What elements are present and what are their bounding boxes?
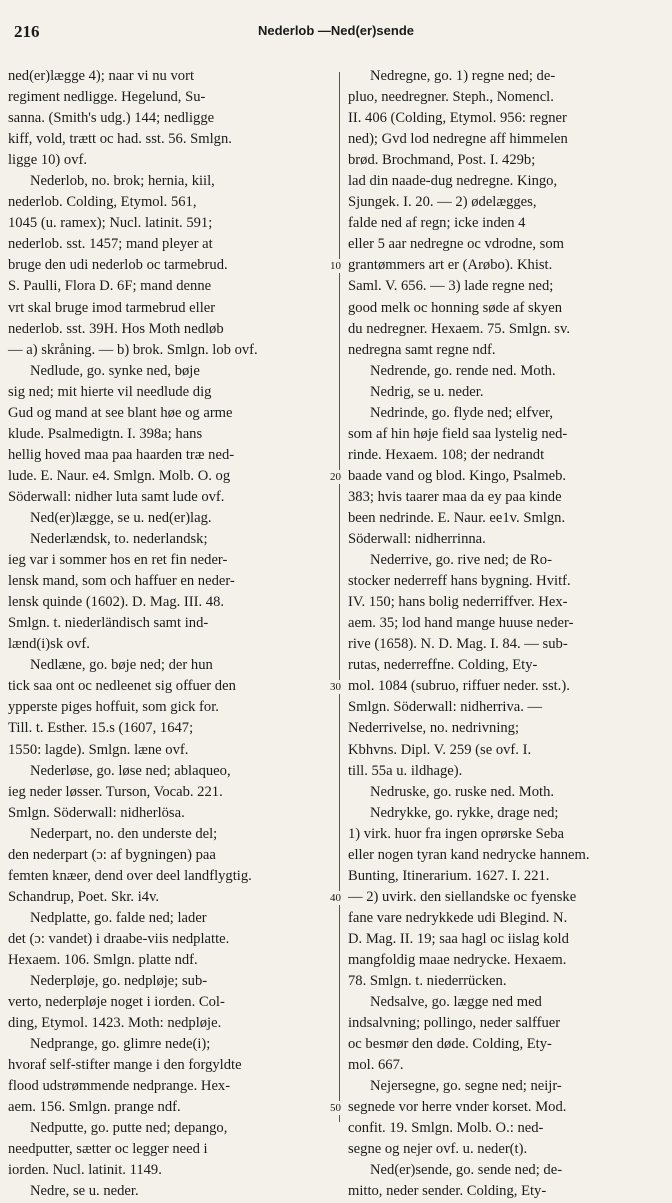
text-line: klude. Psalmedigtn. I. 398a; hans (8, 425, 203, 442)
text-line: been nedrinde. E. Naur. ee1v. Smlgn. (348, 509, 566, 526)
text-line: fane vare nedrykkede udi Blegind. N. (348, 909, 568, 926)
text-line: S. Paulli, Flora D. 6F; mand denne (8, 278, 212, 295)
text-line: Gud og mand at see blant høe og arme (8, 404, 233, 421)
text-line: ned(er)lægge 4); naar vi nu vort (8, 68, 195, 84)
text-line: hellig hoved maa paa haarden træ ned- (8, 446, 235, 463)
text-line: ned); Gvd lod nedregne aff himmelen (348, 131, 568, 148)
text-line: Nederrive, go. rive ned; de Ro- (370, 552, 552, 569)
text-line: Hexaem. 106. Smlgn. platte ndf. (8, 951, 198, 968)
text-line: oc besmør den døde. Colding, Ety- (348, 1036, 552, 1053)
text-line: 1) virk. huor fra ingen oprørske Seba (348, 825, 565, 842)
text-line: Nederlændsk, to. nederlandsk; (30, 531, 208, 548)
text-line: femten knæer, dend over deel landflygtig. (8, 867, 252, 884)
text-line: Saml. V. 656. — 3) lade regne ned; (348, 278, 554, 295)
text-line: nederlob. Colding, Etymol. 561, (8, 194, 197, 211)
text-line: den nederpart (ɔ: af bygningen) paa (8, 846, 216, 863)
line-number: 40 (330, 891, 341, 904)
page-number: 216 (14, 22, 40, 41)
text-line: lad din naade-dug nedregne. Kingo, (348, 173, 558, 190)
text-line: lensk mand, som och haffuer en neder- (8, 573, 235, 590)
text-line: rinde. Hexaem. 108; der nedrandt (348, 446, 545, 463)
text-line: regiment nedligge. Hegelund, Su- (8, 89, 206, 106)
text-line: 78. Smlgn. t. niederrücken. (348, 973, 507, 990)
text-line: Nejersegne, go. segne ned; neijr- (370, 1078, 562, 1095)
text-line: lænd(i)sk ovf. (8, 636, 90, 653)
text-line: rive (1658). N. D. Mag. I. 84. — sub- (348, 636, 568, 653)
text-line: eller 5 aar nedregne oc vdrodne, som (348, 236, 564, 253)
text-line: pluo, needregner. Steph., Nomencl. (348, 89, 554, 106)
text-line: Nedrig, se u. neder. (370, 383, 484, 400)
text-line: stocker nederreff hans bygning. Hvitf. (348, 573, 571, 590)
text-line: Bunting, Itinerarium. 1627. I. 221. (348, 867, 550, 884)
text-line: vrt skal bruge imod tarmebrud eller (8, 299, 216, 316)
text-line: falde ned af regn; icke inden 4 (348, 215, 526, 232)
text-line: Schandrup, Poet. Skr. i4v. (8, 888, 160, 905)
text-line: Smlgn. Söderwall: nidherriva. — (348, 699, 543, 716)
text-line: Nederløse, go. løse ned; ablaqueo, (30, 762, 231, 779)
text-line: segnede vor herre vnder korset. Mod. (348, 1099, 567, 1116)
text-line: — 2) uvirk. den siellandske oc fyenske (348, 888, 577, 905)
text-line: som af hin høje field saa lystelig ned- (348, 425, 568, 442)
page-header (14, 22, 658, 44)
text-line: tick saa ont oc nedleenet sig offuer den (8, 678, 236, 695)
text-line: sanna. (Smith's udg.) 144; nedligge (8, 110, 215, 127)
text-line: D. Mag. II. 19; saa hagl oc iislag kold (348, 930, 569, 947)
text-line: ypperste piges hoffuit, som gick for. (8, 699, 219, 716)
text-line: eller nogen tyran kand nedrycke hannem. (348, 846, 590, 863)
text-line: II. 406 (Colding, Etymol. 956: regner (348, 110, 567, 127)
text-line: iorden. Nucl. latinit. 1149. (8, 1162, 162, 1179)
text-line: nedregna samt regne ndf. (348, 341, 496, 358)
text-line: 383; hvis taarer maa da ey paa kinde (348, 488, 562, 505)
text-line: ieg var i sommer hos en ret fin neder- (8, 552, 228, 569)
text-line: lude. E. Naur. e4. Smlgn. Molb. O. og (8, 467, 231, 484)
text-line: indsalvning; pollingo, neder salffuer (348, 1015, 561, 1032)
running-head: Nederlob —Ned(er)sende (257, 23, 415, 38)
text-line: verto, nederpløje noget i iorden. Col- (8, 994, 225, 1011)
text-line: Smlgn. t. niederländisch samt ind- (8, 615, 209, 632)
text-line: sig ned; mit hierte vil needlude dig (8, 383, 212, 400)
text-line: Nedlæne, go. bøje ned; der hun (30, 657, 213, 674)
text-line: lensk quinde (1602). D. Mag. III. 48. (8, 594, 225, 611)
text-line: IV. 150; hans bolig nederriffver. Hex- (348, 594, 568, 611)
text-line: mol. 1084 (subruo, riffuer neder. sst.). (348, 678, 570, 695)
text-line: Nedrinde, go. flyde ned; elfver, (370, 404, 553, 421)
text-line: brød. Brochmand, Post. I. 429b; (348, 152, 536, 169)
column-divider (339, 72, 340, 1122)
text-line: Nederpart, no. den underste del; (30, 825, 218, 842)
text-line: Smlgn. Söderwall: nidherlösa. (8, 804, 185, 821)
text-line: Nedregne, go. 1) regne ned; de- (370, 68, 556, 84)
text-line: flood udstrømmende nedprange. Hex- (8, 1078, 231, 1095)
text-line: Nedrende, go. rende ned. Moth. (370, 362, 556, 379)
text-line: Nedplatte, go. falde ned; lader (30, 909, 207, 926)
text-line: good melk oc honning søde af skyen (348, 299, 563, 316)
text-line: du nedregner. Hexaem. 75. Smlgn. sv. (348, 320, 570, 337)
text-line: Nederlob, no. brok; hernia, kiil, (30, 173, 215, 190)
text-line: nederlob. sst. 1457; mand pleyer at (8, 236, 213, 253)
text-line: rutas, nederreffne. Colding, Ety- (348, 657, 538, 674)
text-line: nederlob. sst. 39H. Hos Moth nedløb (8, 320, 224, 337)
text-line: Nedsalve, go. lægge ned med (370, 994, 542, 1011)
text-line: Söderwall: nidher luta samt lude ovf. (8, 488, 225, 505)
text-line: det (ɔ: vandet) i draabe-viis nedplatte. (8, 930, 230, 947)
text-line: baade vand og blod. Kingo, Psalmeb. (348, 467, 567, 484)
text-line: Söderwall: nidherrinna. (348, 531, 486, 548)
text-line: ding, Etymol. 1423. Moth: nedpløje. (8, 1015, 222, 1032)
text-line: ieg neder løsser. Turson, Vocab. 221. (8, 783, 223, 800)
text-line: Nederrivelse, no. nedrivning; (348, 720, 520, 737)
text-line: bruge den udi nederlob oc tarmebrud. (8, 257, 228, 274)
text-line: mol. 667. (348, 1057, 404, 1074)
text-line: confit. 19. Smlgn. Molb. O.: ned- (348, 1120, 544, 1137)
text-line: Ned(er)sende, go. sende ned; de- (370, 1162, 563, 1179)
text-line: Nedputte, go. putte ned; depango, (30, 1120, 228, 1137)
text-line: segne og nejer ovf. u. neder(t). (348, 1141, 528, 1158)
text-line: till. 55a u. ildhage). (348, 762, 463, 779)
text-line: Nedprange, go. glimre nede(i); (30, 1036, 211, 1053)
text-line: mitto, neder sender. Colding, Ety- (348, 1183, 547, 1200)
text-line: Ned(er)lægge, se u. ned(er)lag. (30, 509, 212, 526)
text-line: mangfoldig maae nedrycke. Hexaem. (348, 951, 567, 968)
text-line: Till. t. Esther. 15.s (1607, 1647; (8, 720, 194, 737)
left-column (8, 66, 320, 1200)
text-line: ligge 10) ovf. (8, 152, 88, 169)
text-line: Kbhvns. Dipl. V. 259 (se ovf. I. (348, 741, 532, 758)
text-line: Nederpløje, go. nedpløje; sub- (30, 973, 208, 990)
text-line: — a) skråning. — b) brok. Smlgn. lob ovf. (8, 341, 258, 358)
text-line: aem. 156. Smlgn. prange ndf. (8, 1099, 181, 1116)
text-line: Nedlude, go. synke ned, bøje (30, 362, 200, 379)
text-line: aem. 35; lod hand mange huuse neder- (348, 615, 574, 632)
line-number: 30 (330, 681, 341, 694)
line-number: 20 (330, 470, 341, 483)
text-line: hvoraf self-stifter mange i den forgyldte (8, 1057, 242, 1074)
text-line: grantømmers art er (Arøbo). Khist. (348, 257, 553, 274)
text-line: Nedrykke, go. rykke, drage ned; (370, 804, 559, 821)
text-line: Nedre, se u. neder. (30, 1183, 139, 1200)
text-line: 1045 (u. ramex); Nucl. latinit. 591; (8, 215, 213, 232)
text-line: kiff, vold, trætt oc had. sst. 56. Smlgn. (8, 131, 232, 148)
text-line: needputter, sætter oc legger need i (8, 1141, 208, 1158)
text-line: Nedruske, go. ruske ned. Moth. (370, 783, 555, 800)
line-number: 10 (330, 260, 341, 273)
text-line: Sjungek. I. 20. — 2) ødelægges, (348, 194, 537, 211)
right-column (348, 66, 662, 1200)
line-number: 50 (330, 1102, 341, 1115)
text-line: 1550: lagde). Smlgn. læne ovf. (8, 741, 189, 758)
